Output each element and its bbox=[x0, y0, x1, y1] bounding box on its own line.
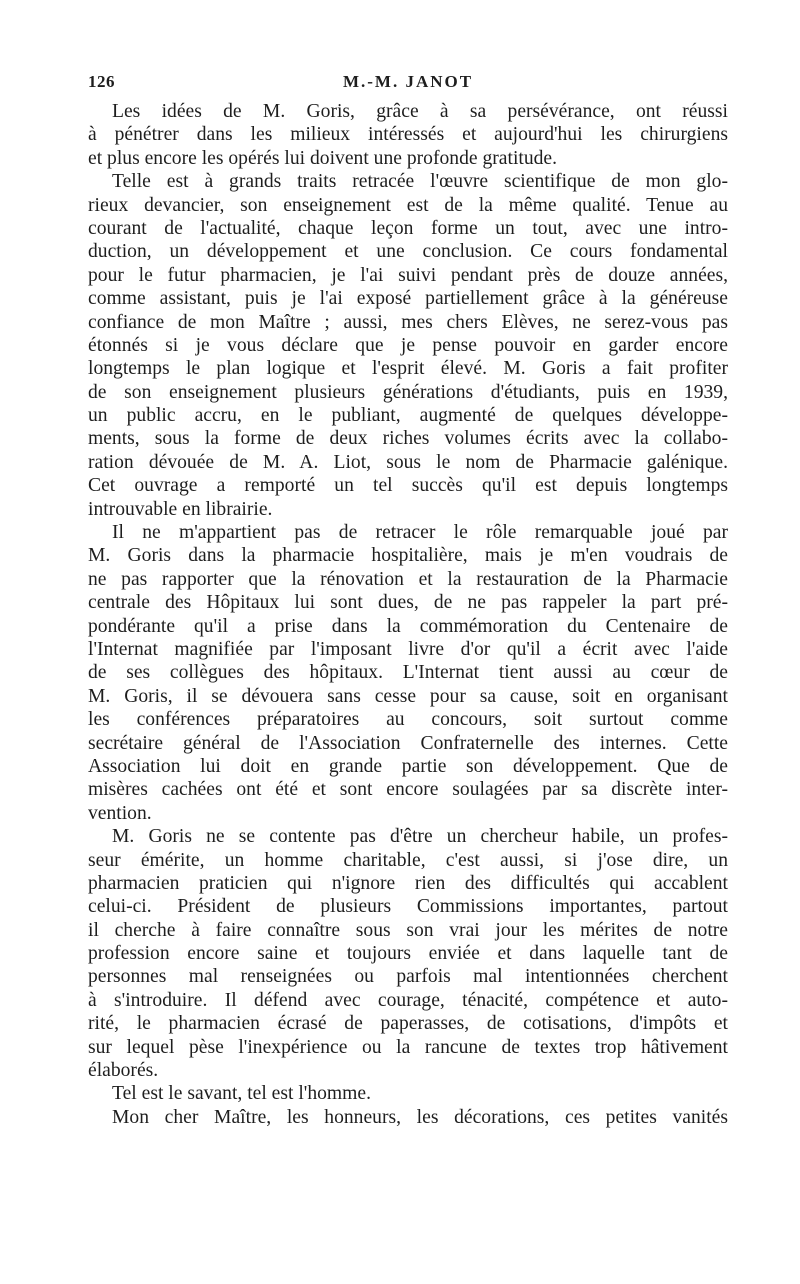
text-line: pharmacien praticien qui n'ignore rien des difficultés qui accablent bbox=[88, 872, 728, 894]
text-line: Mon cher Maître, les honneurs, les décorations, ces petites vanités bbox=[112, 1106, 728, 1128]
text-line: pour le futur pharmacien, je l'ai suivi pendant près de douze années, bbox=[88, 264, 728, 286]
text-line: M. Goris dans la pharmacie hospitalière, mais je m'en voudrais de bbox=[88, 545, 728, 567]
text-line: introuvable en librairie. bbox=[88, 498, 273, 520]
text-line: ration dévouée de M. A. Liot, sous le nom de Pharmacie galénique. bbox=[88, 451, 728, 473]
text-line: M. Goris, il se dévouera sans cesse pour sa cause, soit en organisant bbox=[88, 685, 728, 707]
text-line: seur émérite, un homme charitable, c'est aussi, si j'ose dire, un bbox=[88, 849, 728, 871]
text-line: ne pas rapporter que la rénovation et la restauration de la Pharmacie bbox=[88, 568, 728, 590]
paragraph bbox=[88, 100, 728, 170]
text-line: comme assistant, puis je l'ai exposé partiellement grâce à la généreuse bbox=[88, 288, 728, 310]
text-line: ments, sous la forme de deux riches volumes écrits avec la collabo- bbox=[88, 428, 728, 450]
text-line: vention. bbox=[88, 802, 152, 824]
text-line: sur lequel pèse l'inexpérience ou la rancune de textes trop hâtivement bbox=[88, 1036, 728, 1058]
text-line: confiance de mon Maître ; aussi, mes chers Elèves, ne serez-vous pas bbox=[88, 311, 728, 333]
running-head bbox=[88, 72, 728, 98]
text-line: de son enseignement plusieurs générations d'étudiants, puis en 1939, bbox=[88, 381, 728, 403]
text-line: étonnés si je vous déclare que je pense pouvoir en garder encore bbox=[88, 334, 728, 356]
text-line: l'Internat magnifiée par l'imposant livre d'or qu'il a écrit avec l'aide bbox=[88, 638, 728, 660]
text-line: à pénétrer dans les milieux intéressés et aujourd'hui les chirurgiens bbox=[88, 124, 728, 146]
text-line: il cherche à faire connaître sous son vrai jour les mérites de notre bbox=[88, 919, 728, 941]
text-line: Association lui doit en grande partie son développement. Que de bbox=[88, 755, 728, 777]
text-line: les conférences préparatoires au concours, soit surtout comme bbox=[88, 709, 728, 731]
paragraph bbox=[88, 170, 728, 521]
running-title: M.-M. JANOT bbox=[342, 72, 474, 91]
page-number: 126 bbox=[88, 72, 115, 91]
text-line: M. Goris ne se contente pas d'être un chercheur habile, un profes- bbox=[112, 826, 728, 848]
text-line: Il ne m'appartient pas de retracer le rôle remarquable joué par bbox=[112, 522, 728, 544]
text-line: rité, le pharmacien écrasé de paperasses, de cotisations, d'impôts et bbox=[88, 1013, 728, 1035]
text-line: et plus encore les opérés lui doivent une profonde gratitude. bbox=[88, 147, 558, 169]
text-line: élaborés. bbox=[88, 1060, 159, 1082]
text-line: duction, un développement et une conclusion. Ce cours fondamental bbox=[88, 241, 728, 263]
text-line: un public accru, en le publiant, augmenté de quelques développe- bbox=[88, 405, 728, 427]
paragraph bbox=[88, 1106, 728, 1129]
paragraph bbox=[88, 521, 728, 825]
text-line: de ses collègues des hôpitaux. L'Internat tient aussi au cœur de bbox=[88, 662, 728, 684]
text-line: rieux devancier, son enseignement est de la même qualité. Tenue au bbox=[88, 194, 728, 216]
text-line: Tel est le savant, tel est l'homme. bbox=[112, 1083, 371, 1105]
text-line: longtemps le plan logique et l'esprit élevé. M. Goris a fait profiter bbox=[88, 358, 728, 380]
text-line: centrale des Hôpitaux lui sont dues, de ne pas rappeler la part pré- bbox=[88, 592, 728, 614]
text-line: à s'introduire. Il défend avec courage, ténacité, compétence et auto- bbox=[88, 989, 728, 1011]
text-line: courant de l'actualité, chaque leçon forme un tout, avec une intro- bbox=[88, 217, 728, 239]
paragraph bbox=[88, 1082, 728, 1105]
text-line: profession encore saine et toujours enviée et dans laquelle tant de bbox=[88, 943, 728, 965]
paragraph bbox=[88, 825, 728, 1082]
text-line: Cet ouvrage a remporté un tel succès qu'il est depuis longtemps bbox=[88, 475, 728, 497]
text-line: personnes mal renseignées ou parfois mal intentionnées cherchent bbox=[88, 966, 728, 988]
text-line: Les idées de M. Goris, grâce à sa persévérance, ont réussi bbox=[112, 101, 728, 122]
text-line: secrétaire général de l'Association Confraternelle des internes. Cette bbox=[88, 732, 728, 754]
text-line: misères cachées ont été et sont encore soulagées par sa discrète inter- bbox=[88, 779, 728, 801]
text-line: celui-ci. Président de plusieurs Commissions importantes, partout bbox=[88, 896, 728, 918]
text-line: Telle est à grands traits retracée l'œuvre scientifique de mon glo- bbox=[112, 171, 728, 193]
text-line: pondérante qu'il a prise dans la commémoration du Centenaire de bbox=[88, 615, 728, 637]
body-text bbox=[88, 100, 728, 1129]
